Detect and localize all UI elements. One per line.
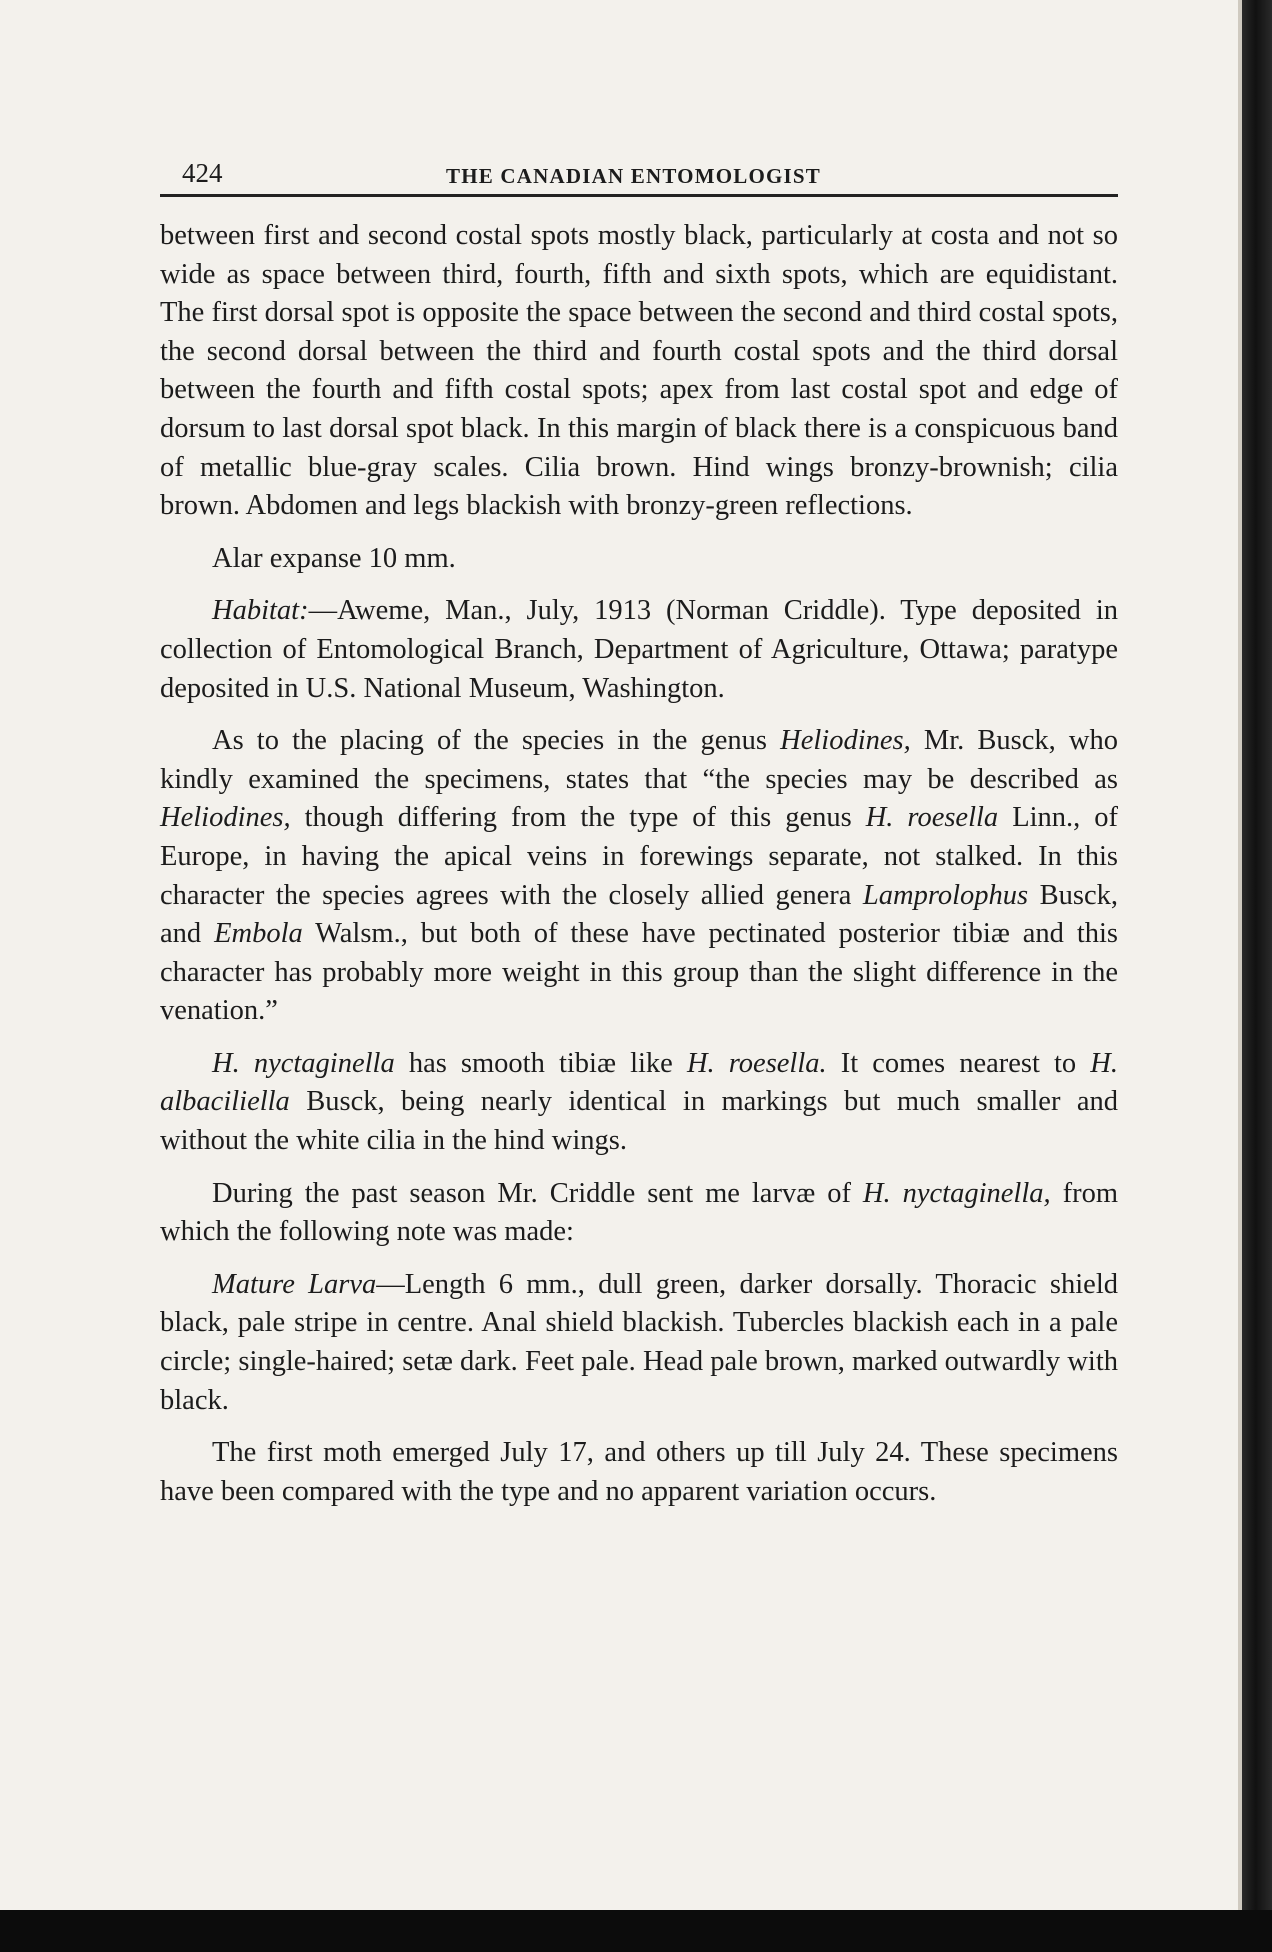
text-segment: As to the placing of the species in the genus — [212, 725, 781, 757]
taxon-name: Lamprolophus — [862, 879, 1029, 911]
text-segment: between first and second costal spots mostly black, particularly at costa and not so wide as space between third, fourth, fifth and sixth spots, which are equidistant. The first dorsal spot is opposite the space between the second and third costal spots, the second dorsal between the third and fourth costal spots and the third dorsal between the fourth and fifth costal spots; apex from last costal spot and edge of dorsum to last dorsal spot black. In this margin of black there is a conspicuous band of metallic blue-gray scales. Cilia brown. Hind wings bronzy-brownish; cilia brown. Abdomen and legs blackish with bronzy-green reflections. — [160, 220, 1118, 522]
text-segment: —Length 6 mm., dull green, darker dorsally. Thoracic shield black, pale stripe in centre. Anal shield blackish. Tubercles blackish each in a pale circle; single-haired; setæ dark. Feet pale. Head pale brown, marked outwardly with black. — [160, 1268, 1118, 1416]
taxon-name: H. albaciliella — [160, 1047, 1118, 1118]
paragraph-larvae-note — [160, 1175, 1118, 1252]
text-segment: —Aweme, Man., July, 1913 (Norman Criddle). Type deposited in collection of Entomological Branch, Department of Agriculture, Ottawa; paratype deposited in U.S. National Museum, Washington. — [160, 595, 1118, 704]
taxon-name: H. roesella — [865, 802, 999, 834]
text-segment: Alar expanse 10 mm. — [212, 542, 456, 574]
text-segment: Linn., of Europe, in having the apical veins in forewings separate, not stalked. In this character the species agrees with the closely allied genera — [160, 802, 1119, 911]
text-segment: Busck, and — [160, 879, 1118, 950]
article-body — [160, 217, 1118, 1511]
taxon-name: Embola — [214, 918, 303, 950]
text-segment: has smooth tibiæ like — [394, 1047, 687, 1079]
book-spine-shadow — [1242, 0, 1272, 1910]
taxon-name: H. roesella. — [686, 1047, 827, 1079]
text-segment: It comes nearest to — [826, 1047, 1091, 1079]
text-segment: though differing from the type of this genus — [290, 802, 866, 834]
paragraph-habitat — [160, 592, 1118, 708]
paragraph-alar-expanse — [160, 540, 1118, 579]
habitat-label: Habitat: — [212, 595, 309, 627]
text-segment: from which the following note was made: — [160, 1177, 1118, 1248]
text-segment: The first moth emerged July 17, and others up till July 24. These specimens have been compared with the type and no apparent variation occurs. — [160, 1437, 1118, 1507]
taxon-name: Heliodines, — [780, 725, 911, 757]
paragraph-comparison — [160, 1045, 1118, 1161]
taxon-name: Heliodines, — [160, 802, 291, 834]
text-segment: Busck, being nearly identical in markings but much smaller and without the white cilia in the hind wings. — [160, 1086, 1118, 1157]
paragraph-mature-larva — [160, 1266, 1118, 1420]
paragraph-emergence — [160, 1434, 1118, 1511]
taxon-name: H. nyctaginella — [212, 1047, 395, 1079]
page-header — [160, 150, 1118, 197]
text-segment: During the past season Mr. Criddle sent me larvæ of — [212, 1177, 863, 1209]
paragraph-genus-placement — [160, 722, 1118, 1031]
mature-larva-label: Mature Larva — [212, 1268, 377, 1300]
journal-page — [160, 150, 1118, 1525]
scan-bottom-border — [0, 1910, 1272, 1952]
paragraph-description-continued — [160, 217, 1118, 526]
journal-title: THE CANADIAN ENTOMOLOGIST — [446, 164, 822, 188]
taxon-name: H. nyctaginella, — [862, 1177, 1051, 1209]
page-number: 424 — [182, 158, 223, 188]
text-segment: Mr. Busck, who kindly examined the specimens, states that “the species may be described as — [160, 725, 1118, 795]
text-segment: Walsm., but both of these have pectinated posterior tibiæ and this character has probably more weight in this group than the slight difference in the venation.” — [160, 918, 1118, 1027]
